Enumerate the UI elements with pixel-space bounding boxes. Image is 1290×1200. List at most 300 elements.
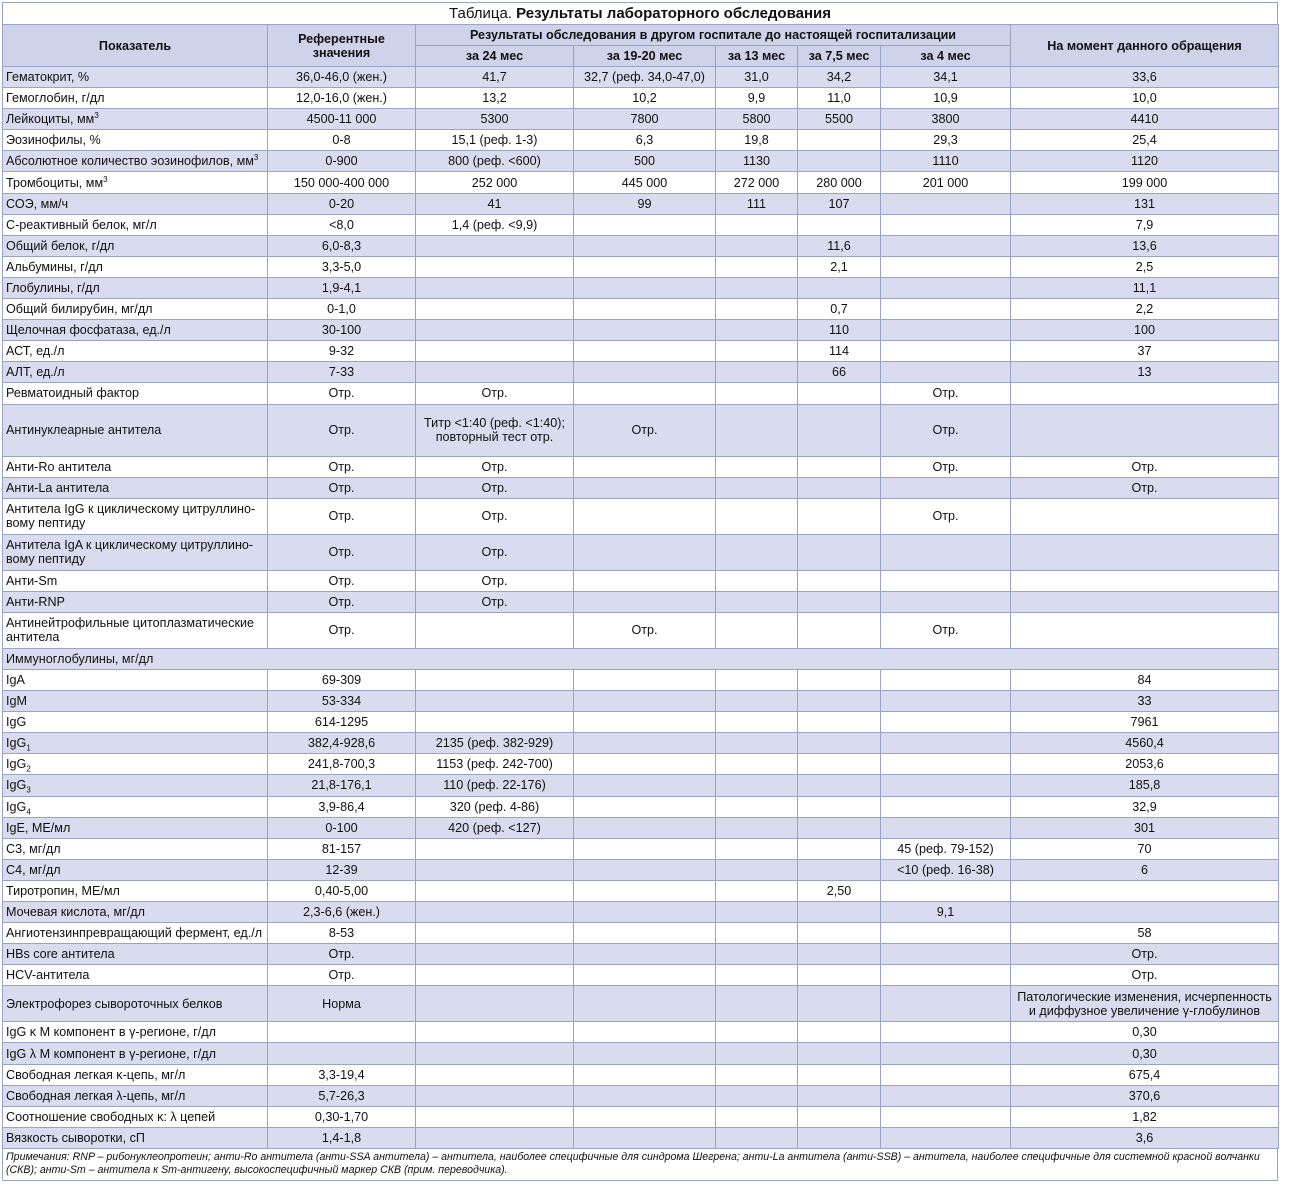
reference-cell: Отр. <box>268 404 416 456</box>
indicator-label: C3, мг/дл <box>6 841 61 856</box>
history-value-cell: Титр <1:40 (реф. <1:40); повторный тест отр. <box>416 404 574 456</box>
indicator-label: Свободная легкая κ-цепь, мг/л <box>6 1067 186 1082</box>
indicator-label: IgM <box>6 694 27 709</box>
table-row <box>3 67 1279 88</box>
table-row <box>3 944 1279 965</box>
current-value-cell: Отр. <box>1011 456 1279 477</box>
history-value-cell <box>574 277 716 298</box>
indicator-label: Иммуноглобулины, мг/дл <box>6 651 154 666</box>
reference-cell: 7-33 <box>268 362 416 383</box>
table-row <box>3 612 1279 648</box>
history-value-cell: 11,0 <box>798 88 881 109</box>
history-value-cell <box>416 902 574 923</box>
current-value-cell: 7961 <box>1011 712 1279 733</box>
indicator-label: IgG <box>6 757 27 772</box>
history-value-cell: 31,0 <box>716 67 798 88</box>
current-value-cell: 58 <box>1011 923 1279 944</box>
indicator-cell <box>3 256 268 277</box>
history-value-cell <box>716 320 798 341</box>
table-row <box>3 341 1279 362</box>
reference-cell: 1,9-4,1 <box>268 277 416 298</box>
current-value-cell: Патологические изменения, исчерпенность и диффузное увеличение γ-глобулинов <box>1011 986 1279 1022</box>
history-value-cell: 110 (реф. 22-176) <box>416 775 574 796</box>
table-caption <box>2 2 1278 24</box>
history-value-cell <box>416 1022 574 1043</box>
history-value-cell <box>716 754 798 775</box>
history-value-cell: 111 <box>716 193 798 214</box>
history-value-cell <box>574 733 716 754</box>
history-value-cell <box>416 712 574 733</box>
history-value-cell: Отр. <box>881 404 1011 456</box>
indicator-label: Электрофорез сывороточных белков <box>6 996 223 1011</box>
table-row <box>3 534 1279 570</box>
history-value-cell <box>798 151 881 172</box>
history-value-cell: 1153 (реф. 242-700) <box>416 754 574 775</box>
lab-results-table <box>2 24 1279 1149</box>
history-value-cell <box>798 534 881 570</box>
history-value-cell <box>716 817 798 838</box>
indicator-cell <box>3 880 268 901</box>
history-value-cell: 34,1 <box>881 67 1011 88</box>
history-value-cell: Отр. <box>416 498 574 534</box>
table-row <box>3 109 1279 130</box>
history-value-cell: Отр. <box>416 570 574 591</box>
current-value-cell: 199 000 <box>1011 172 1279 193</box>
indicator-label: Свободная легкая λ-цепь, мг/л <box>6 1088 186 1103</box>
indicator-cell <box>3 404 268 456</box>
header-period: за 19-20 мес <box>574 46 716 67</box>
indicator-superscript: 3 <box>253 153 259 163</box>
history-value-cell <box>716 902 798 923</box>
current-value-cell <box>1011 534 1279 570</box>
reference-cell <box>268 1043 416 1064</box>
history-value-cell <box>574 256 716 277</box>
table-row <box>3 965 1279 986</box>
reference-cell: Отр. <box>268 534 416 570</box>
history-value-cell <box>881 944 1011 965</box>
current-value-cell: 3,6 <box>1011 1127 1279 1148</box>
indicator-cell <box>3 733 268 754</box>
history-value-cell <box>574 986 716 1022</box>
indicator-label: Анти-Ro антитела <box>6 459 112 474</box>
indicator-cell <box>3 67 268 88</box>
table-row <box>3 383 1279 404</box>
history-value-cell <box>798 477 881 498</box>
table-row <box>3 498 1279 534</box>
table-row <box>3 172 1279 193</box>
current-value-cell: 33 <box>1011 691 1279 712</box>
history-value-cell: Отр. <box>416 456 574 477</box>
history-value-cell <box>798 817 881 838</box>
indicator-label: Щелочная фосфатаза, ед./л <box>6 323 171 338</box>
history-value-cell <box>798 130 881 151</box>
history-value-cell <box>798 669 881 690</box>
history-value-cell <box>716 1106 798 1127</box>
indicator-cell <box>3 1022 268 1043</box>
history-value-cell: 45 (реф. 79-152) <box>881 838 1011 859</box>
indicator-cell <box>3 498 268 534</box>
history-value-cell: 9,1 <box>881 902 1011 923</box>
history-value-cell <box>416 320 574 341</box>
history-value-cell <box>798 1043 881 1064</box>
current-value-cell: 675,4 <box>1011 1064 1279 1085</box>
history-value-cell <box>574 902 716 923</box>
history-value-cell <box>716 923 798 944</box>
reference-cell: Отр. <box>268 591 416 612</box>
reference-cell: 0-8 <box>268 130 416 151</box>
indicator-label: Антитела IgG к циклическому цитруллино-вому пептиду <box>6 502 256 531</box>
table-row <box>3 669 1279 690</box>
indicator-label: Тромбоциты, мм <box>6 175 104 190</box>
table-row <box>3 88 1279 109</box>
current-value-cell: 0,30 <box>1011 1043 1279 1064</box>
history-value-cell <box>416 838 574 859</box>
current-value-cell: 0,30 <box>1011 1022 1279 1043</box>
history-value-cell <box>416 362 574 383</box>
indicator-label: HCV-антитела <box>6 968 90 983</box>
reference-cell: 0,30-1,70 <box>268 1106 416 1127</box>
indicator-label: IgG <box>6 799 27 814</box>
history-value-cell <box>716 477 798 498</box>
indicator-cell <box>3 775 268 796</box>
history-value-cell <box>798 712 881 733</box>
indicator-label: СОЭ, мм/ч <box>6 196 69 211</box>
table-row <box>3 986 1279 1022</box>
reference-cell: 3,9-86,4 <box>268 796 416 817</box>
current-value-cell: 2053,6 <box>1011 754 1279 775</box>
history-value-cell: 2135 (реф. 382-929) <box>416 733 574 754</box>
indicator-label: Ревматоидный фактор <box>6 386 139 401</box>
history-value-cell: 252 000 <box>416 172 574 193</box>
indicator-cell <box>3 570 268 591</box>
history-value-cell: 320 (реф. 4-86) <box>416 796 574 817</box>
history-value-cell <box>798 277 881 298</box>
indicator-label: Общий белок, г/дл <box>6 238 115 253</box>
indicator-label: С-реактивный белок, мг/л <box>6 217 157 232</box>
table-row <box>3 299 1279 320</box>
table-notes: Примечания: RNP – рибонуклеопротеин; анти-Ro антитела (анти-SSA антитела) – антитела, наиболее специфичные для синдрома Шегрена; анти-La антитела (анти-SSB) – антитела, наиболее специфичные для системной красной волчанки (СКВ); анти-Sm – антитела к Sm-антигену, высокоспецифичный маркер СКВ (прим. переводчика). <box>2 1149 1278 1181</box>
history-value-cell: 29,3 <box>881 130 1011 151</box>
indicator-subscript: 1 <box>26 743 31 753</box>
history-value-cell: Отр. <box>416 534 574 570</box>
header-reference: Референтные значения <box>268 25 416 67</box>
reference-cell: 8-53 <box>268 923 416 944</box>
history-value-cell <box>798 1106 881 1127</box>
history-value-cell <box>798 1127 881 1148</box>
indicator-cell <box>3 235 268 256</box>
history-value-cell <box>716 256 798 277</box>
history-value-cell <box>881 1085 1011 1106</box>
history-value-cell <box>716 277 798 298</box>
history-value-cell: 280 000 <box>798 172 881 193</box>
reference-cell: Норма <box>268 986 416 1022</box>
indicator-label: Гемоглобин, г/дл <box>6 91 105 106</box>
history-value-cell <box>416 1064 574 1085</box>
indicator-cell <box>3 193 268 214</box>
history-value-cell <box>798 691 881 712</box>
history-value-cell <box>574 754 716 775</box>
reference-cell: 69-309 <box>268 669 416 690</box>
table-row <box>3 235 1279 256</box>
table-row <box>3 477 1279 498</box>
history-value-cell: Отр. <box>416 383 574 404</box>
indicator-cell <box>3 109 268 130</box>
reference-cell: 30-100 <box>268 320 416 341</box>
indicator-label: Антинейтрофильные цитоплазматические антитела <box>6 616 255 645</box>
current-value-cell: Отр. <box>1011 965 1279 986</box>
history-value-cell <box>798 923 881 944</box>
history-value-cell: 11,6 <box>798 235 881 256</box>
history-value-cell <box>574 669 716 690</box>
reference-cell: Отр. <box>268 498 416 534</box>
history-value-cell: 420 (реф. <127) <box>416 817 574 838</box>
indicator-label: IgA <box>6 673 25 688</box>
current-value-cell: 1120 <box>1011 151 1279 172</box>
history-value-cell <box>574 456 716 477</box>
indicator-label: Антитела IgA к циклическому цитруллино-вому пептиду <box>6 538 254 567</box>
history-value-cell <box>881 235 1011 256</box>
history-value-cell <box>574 775 716 796</box>
current-value-cell <box>1011 902 1279 923</box>
history-value-cell <box>574 235 716 256</box>
indicator-cell <box>3 130 268 151</box>
history-value-cell: Отр. <box>574 404 716 456</box>
history-value-cell: 99 <box>574 193 716 214</box>
history-value-cell <box>798 775 881 796</box>
table-row <box>3 362 1279 383</box>
history-value-cell <box>716 859 798 880</box>
indicator-label: Соотношение свободных κ: λ цепей <box>6 1109 216 1124</box>
history-value-cell <box>574 859 716 880</box>
indicator-label: IgG <box>6 778 27 793</box>
history-value-cell: Отр. <box>574 612 716 648</box>
history-value-cell: 9,9 <box>716 88 798 109</box>
reference-cell: 0,40-5,00 <box>268 880 416 901</box>
history-value-cell <box>574 383 716 404</box>
history-value-cell: Отр. <box>416 477 574 498</box>
table-row <box>3 796 1279 817</box>
indicator-cell <box>3 320 268 341</box>
table-row <box>3 320 1279 341</box>
history-value-cell <box>416 669 574 690</box>
history-value-cell <box>881 796 1011 817</box>
table-row <box>3 570 1279 591</box>
history-value-cell <box>716 612 798 648</box>
history-value-cell: 5800 <box>716 109 798 130</box>
indicator-subscript: 4 <box>26 807 31 817</box>
indicator-cell <box>3 817 268 838</box>
history-value-cell <box>716 299 798 320</box>
header-period: за 24 мес <box>416 46 574 67</box>
history-value-cell <box>881 193 1011 214</box>
table-row <box>3 404 1279 456</box>
history-value-cell <box>798 965 881 986</box>
table-row <box>3 754 1279 775</box>
current-value-cell <box>1011 404 1279 456</box>
history-value-cell: 6,3 <box>574 130 716 151</box>
reference-cell: 3,3-19,4 <box>268 1064 416 1085</box>
indicator-label: Анти-La антитела <box>6 480 110 495</box>
history-value-cell <box>716 796 798 817</box>
history-value-cell <box>416 923 574 944</box>
history-value-cell <box>574 796 716 817</box>
history-value-cell <box>798 214 881 235</box>
history-value-cell: 2,50 <box>798 880 881 901</box>
history-value-cell <box>574 534 716 570</box>
reference-cell: Отр. <box>268 383 416 404</box>
history-value-cell <box>881 1043 1011 1064</box>
history-value-cell <box>574 477 716 498</box>
history-value-cell: 66 <box>798 362 881 383</box>
history-value-cell <box>881 1106 1011 1127</box>
table-row <box>3 817 1279 838</box>
current-value-cell: 32,9 <box>1011 796 1279 817</box>
history-value-cell: 41 <box>416 193 574 214</box>
indicator-cell <box>3 299 268 320</box>
history-value-cell <box>574 591 716 612</box>
history-value-cell <box>881 754 1011 775</box>
history-value-cell: Отр. <box>881 612 1011 648</box>
history-value-cell <box>881 362 1011 383</box>
history-value-cell <box>416 299 574 320</box>
current-value-cell: 2,5 <box>1011 256 1279 277</box>
history-value-cell <box>574 838 716 859</box>
history-value-cell <box>574 570 716 591</box>
history-value-cell: 2,1 <box>798 256 881 277</box>
indicator-cell <box>3 648 1279 669</box>
table-row <box>3 1064 1279 1085</box>
history-value-cell: Отр. <box>416 591 574 612</box>
indicator-label: Ангиотензинпревращающий фермент, ед./л <box>6 926 263 941</box>
indicator-label: Общий билирубин, мг/дл <box>6 302 153 317</box>
history-value-cell <box>716 944 798 965</box>
history-value-cell <box>798 754 881 775</box>
history-value-cell <box>881 341 1011 362</box>
reference-cell: 0-1,0 <box>268 299 416 320</box>
indicator-label: IgE, МЕ/мл <box>6 820 71 835</box>
history-value-cell: 15,1 (реф. 1-3) <box>416 130 574 151</box>
table-row <box>3 691 1279 712</box>
table-row <box>3 712 1279 733</box>
history-value-cell <box>416 1106 574 1127</box>
history-value-cell <box>881 277 1011 298</box>
history-value-cell: 1130 <box>716 151 798 172</box>
indicator-cell <box>3 477 268 498</box>
history-value-cell <box>881 775 1011 796</box>
reference-cell: Отр. <box>268 965 416 986</box>
current-value-cell: 70 <box>1011 838 1279 859</box>
header-current: На момент данного обращения <box>1011 25 1279 67</box>
indicator-cell <box>3 151 268 172</box>
header-period: за 13 мес <box>716 46 798 67</box>
history-value-cell <box>716 591 798 612</box>
history-value-cell <box>416 986 574 1022</box>
indicator-label: АЛТ, ед./л <box>6 365 65 380</box>
indicator-label: Альбумины, г/дл <box>6 259 103 274</box>
indicator-label: Гематокрит, % <box>6 70 90 85</box>
table-row <box>3 733 1279 754</box>
history-value-cell: Отр. <box>881 383 1011 404</box>
history-value-cell: 445 000 <box>574 172 716 193</box>
history-value-cell <box>574 880 716 901</box>
indicator-cell <box>3 1085 268 1106</box>
indicator-subscript: 2 <box>26 764 31 774</box>
indicator-superscript: 3 <box>94 111 99 121</box>
table-row <box>3 648 1279 669</box>
table-row <box>3 193 1279 214</box>
history-value-cell <box>416 1085 574 1106</box>
history-value-cell <box>716 498 798 534</box>
history-value-cell <box>798 1085 881 1106</box>
reference-cell: Отр. <box>268 944 416 965</box>
history-value-cell <box>881 570 1011 591</box>
history-value-cell <box>416 235 574 256</box>
reference-cell: 5,7-26,3 <box>268 1085 416 1106</box>
history-value-cell: 10,9 <box>881 88 1011 109</box>
indicator-label: Эозинофилы, % <box>6 133 101 148</box>
history-value-cell <box>798 859 881 880</box>
history-value-cell: 7800 <box>574 109 716 130</box>
reference-cell: 12,0-16,0 (жен.) <box>268 88 416 109</box>
history-value-cell <box>574 1043 716 1064</box>
current-value-cell: 370,6 <box>1011 1085 1279 1106</box>
indicator-label: Анти-RNP <box>6 594 65 609</box>
history-value-cell <box>798 404 881 456</box>
reference-cell: 6,0-8,3 <box>268 235 416 256</box>
current-value-cell: 185,8 <box>1011 775 1279 796</box>
current-value-cell: 131 <box>1011 193 1279 214</box>
history-value-cell <box>716 965 798 986</box>
current-value-cell <box>1011 880 1279 901</box>
history-value-cell <box>574 817 716 838</box>
table-row <box>3 277 1279 298</box>
reference-cell: 2,3-6,6 (жен.) <box>268 902 416 923</box>
table-row <box>3 902 1279 923</box>
history-value-cell <box>716 404 798 456</box>
reference-cell: Отр. <box>268 456 416 477</box>
reference-cell: 53-334 <box>268 691 416 712</box>
header-period: за 4 мес <box>881 46 1011 67</box>
current-value-cell: 6 <box>1011 859 1279 880</box>
history-value-cell <box>798 383 881 404</box>
table-row <box>3 151 1279 172</box>
history-value-cell <box>798 1064 881 1085</box>
history-value-cell <box>881 256 1011 277</box>
history-value-cell <box>881 591 1011 612</box>
reference-cell: Отр. <box>268 570 416 591</box>
history-value-cell: 41,7 <box>416 67 574 88</box>
history-value-cell <box>716 362 798 383</box>
history-value-cell <box>798 838 881 859</box>
reference-cell: <8,0 <box>268 214 416 235</box>
current-value-cell <box>1011 498 1279 534</box>
reference-cell: Отр. <box>268 477 416 498</box>
reference-cell: 382,4-928,6 <box>268 733 416 754</box>
indicator-cell <box>3 965 268 986</box>
indicator-cell <box>3 1064 268 1085</box>
history-value-cell <box>574 498 716 534</box>
current-value-cell: 7,9 <box>1011 214 1279 235</box>
indicator-cell <box>3 838 268 859</box>
history-value-cell <box>881 320 1011 341</box>
indicator-cell <box>3 944 268 965</box>
history-value-cell <box>574 1106 716 1127</box>
table-row <box>3 214 1279 235</box>
reference-cell: 12-39 <box>268 859 416 880</box>
current-value-cell: 4410 <box>1011 109 1279 130</box>
caption-title: Результаты лабораторного обследования <box>516 5 831 22</box>
table-row <box>3 775 1279 796</box>
